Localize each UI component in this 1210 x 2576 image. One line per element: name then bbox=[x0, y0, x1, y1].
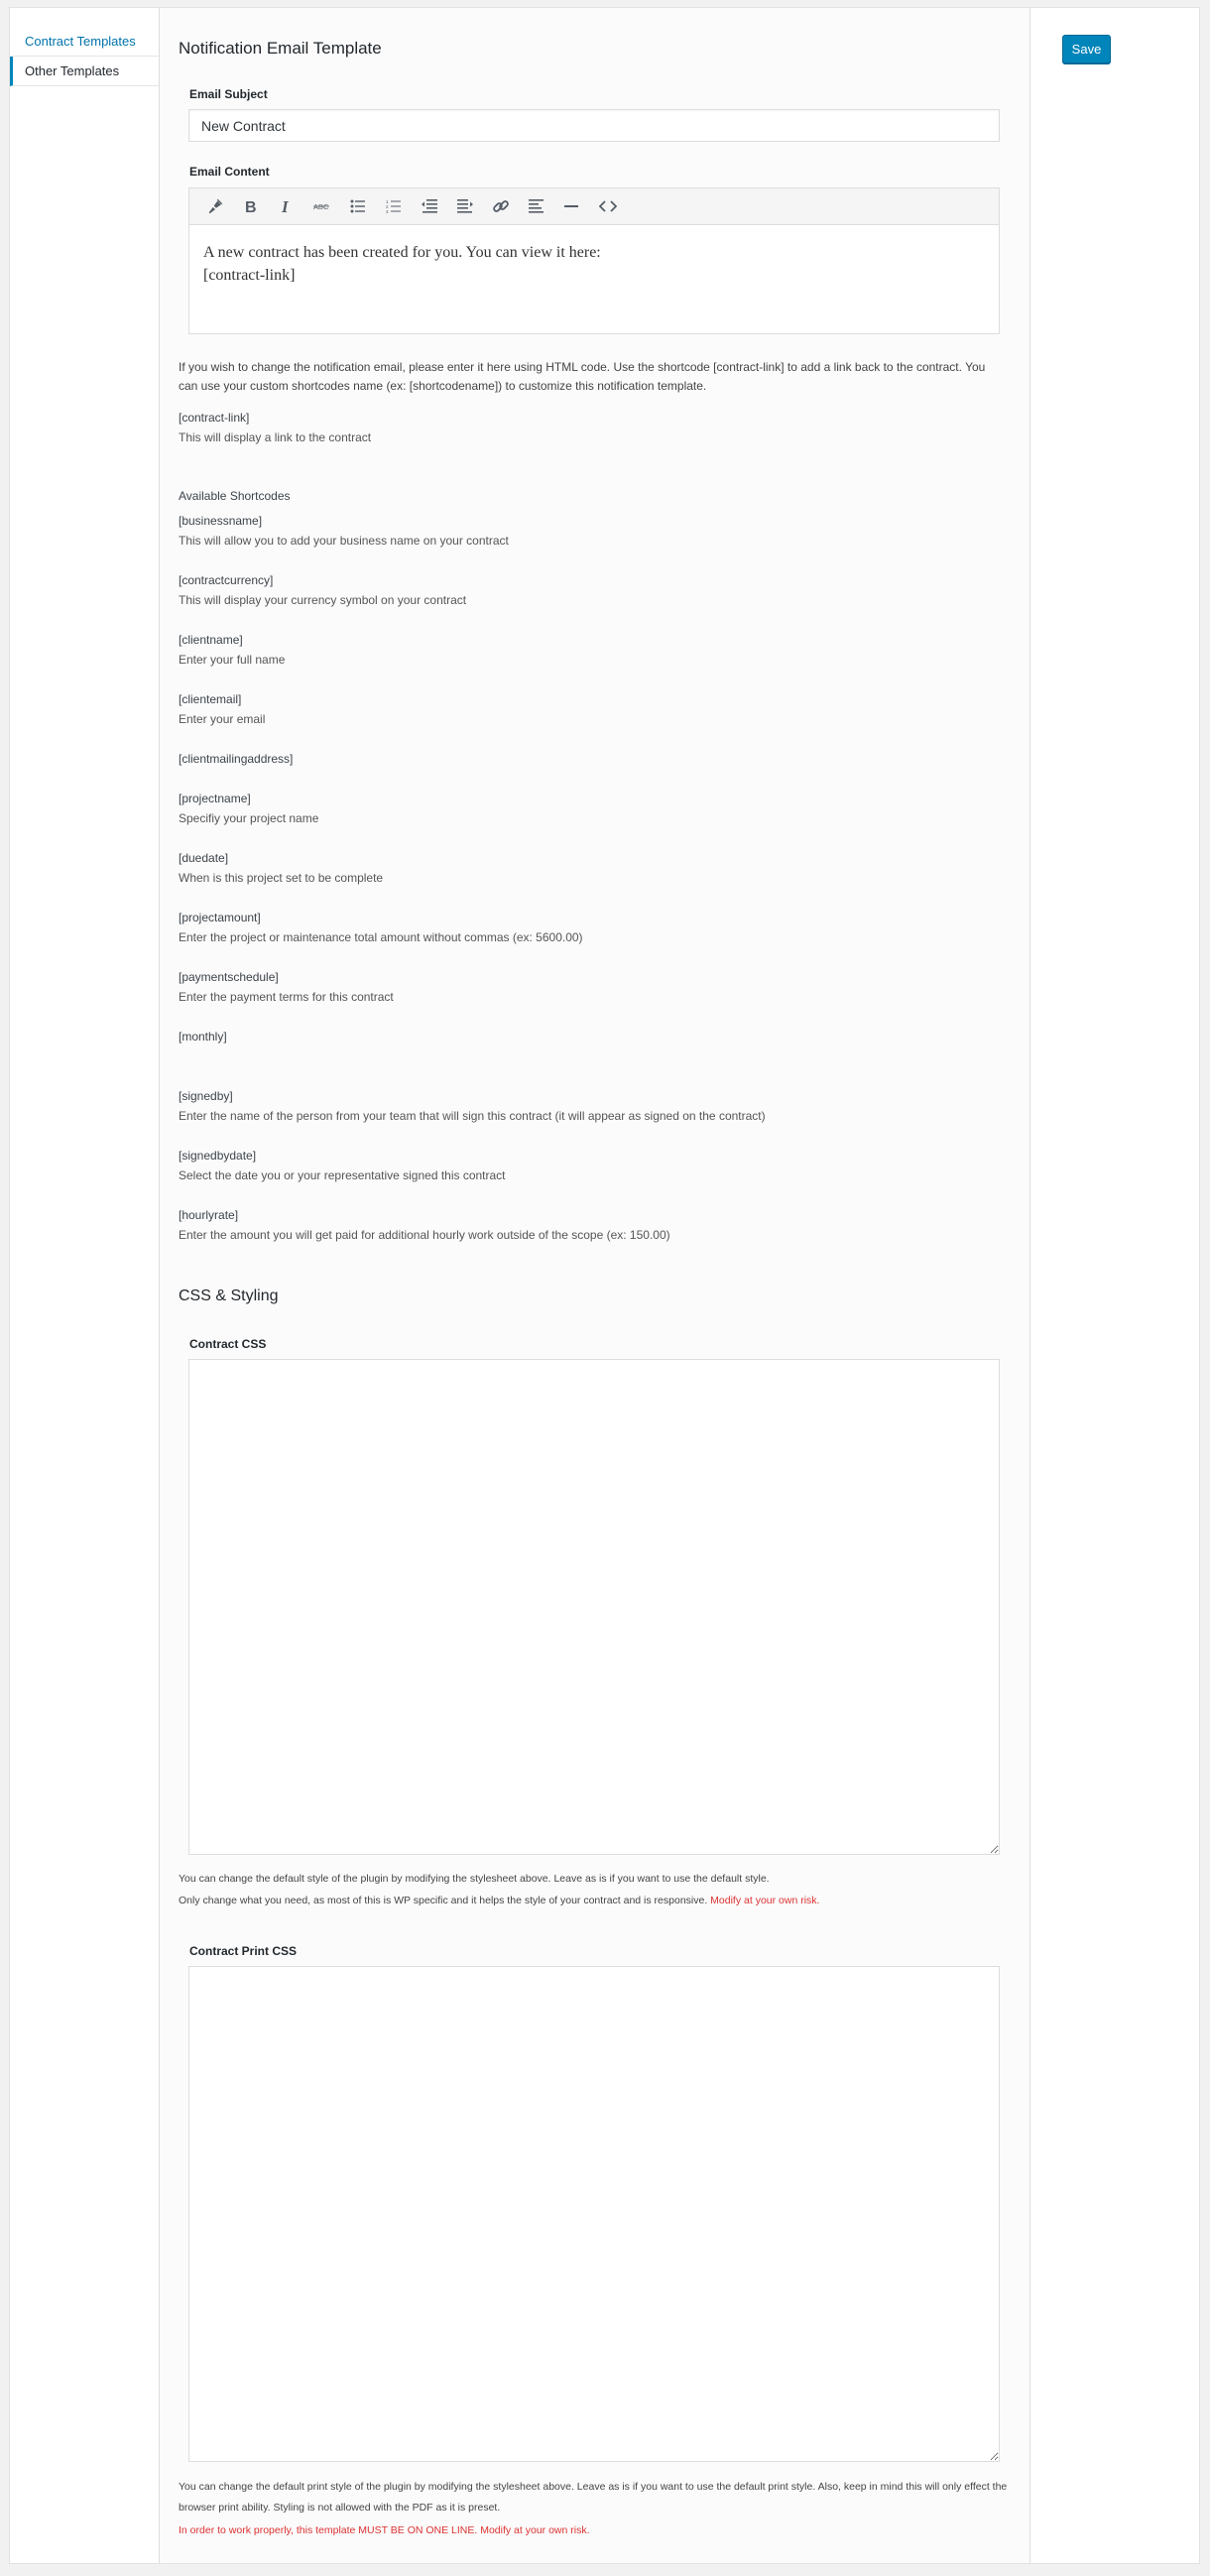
shortcode-item bbox=[179, 1027, 227, 1046]
shortcode-desc: When is this project set to be complete bbox=[179, 871, 384, 885]
email-content-body[interactable] bbox=[189, 225, 999, 303]
bold-icon[interactable] bbox=[233, 192, 269, 220]
available-shortcodes-title: Available Shortcodes bbox=[179, 489, 291, 503]
shortcode-code: [hourlyrate] bbox=[179, 1208, 239, 1222]
strikethrough-icon[interactable] bbox=[304, 192, 340, 220]
horizontal-rule-icon[interactable] bbox=[554, 192, 590, 220]
shortcode-code: [clientemail] bbox=[179, 692, 242, 706]
shortcode-code: [clientname] bbox=[179, 633, 243, 647]
shortcode-item bbox=[179, 1205, 670, 1245]
indent-icon[interactable] bbox=[447, 192, 483, 220]
save-button[interactable]: Save bbox=[1062, 35, 1111, 63]
shortcode-code: [projectname] bbox=[179, 792, 251, 805]
shortcode-item bbox=[179, 1086, 766, 1126]
shortcode-code: [monthly] bbox=[179, 1030, 227, 1043]
italic-icon[interactable] bbox=[269, 192, 304, 220]
svg-text:ABC: ABC bbox=[313, 202, 329, 211]
bulleted-list-icon[interactable] bbox=[340, 192, 376, 220]
align-left-icon[interactable] bbox=[519, 192, 554, 220]
sidebar-item-other-templates[interactable]: Other Templates bbox=[10, 57, 159, 86]
shortcode-desc: Enter your full name bbox=[179, 653, 286, 667]
shortcode-desc: Enter your email bbox=[179, 712, 266, 726]
sidebar-item-contract-templates[interactable]: Contract Templates bbox=[10, 27, 159, 57]
contract-css-label: Contract CSS bbox=[189, 1337, 267, 1351]
contract-css-note-2 bbox=[179, 1891, 1012, 1911]
contract-print-css-textarea[interactable] bbox=[188, 1966, 1000, 2462]
shortcode-code: [duedate] bbox=[179, 851, 229, 865]
email-content-editor bbox=[188, 187, 1000, 334]
shortcode-desc: Select the date you or your representative signed this contract bbox=[179, 1168, 506, 1182]
numbered-list-icon[interactable] bbox=[376, 192, 412, 220]
page-title: Notification Email Template bbox=[179, 39, 382, 58]
css-styling-title: CSS & Styling bbox=[179, 1288, 279, 1304]
email-content-line-2: [contract-link] bbox=[203, 267, 296, 284]
editor-toolbar bbox=[189, 188, 999, 225]
shortcode-code: [clientmailingaddress] bbox=[179, 752, 294, 766]
settings-container bbox=[9, 7, 1200, 2564]
print-css-note: You can change the default print style of the plugin by modifying the stylesheet above. Leave as is if you want to use the default print style. Also, keep in mind this will only effect the browser print ability. Styling is not allowed with the PDF as it is preset. bbox=[179, 2481, 1008, 2514]
shortcode-item bbox=[179, 848, 383, 888]
email-content-line-1: A new contract has been created for you. You can view it here: bbox=[203, 244, 601, 261]
outdent-icon[interactable] bbox=[412, 192, 447, 220]
shortcode-desc: Enter the payment terms for this contract bbox=[179, 990, 394, 1004]
print-css-warning: In order to work properly, this template MUST BE ON ONE LINE. Modify at your own risk. bbox=[179, 2524, 590, 2536]
contract-css-note: You can change the default style of the plugin by modifying the stylesheet above. Leave as is if you want to use the default style. bbox=[179, 1873, 770, 1885]
contract-link-shortcode bbox=[179, 408, 371, 447]
main-content bbox=[160, 8, 1030, 2563]
shortcode-desc: This will display a link to the contract bbox=[179, 430, 372, 444]
shortcode-item bbox=[179, 1146, 506, 1185]
contract-css-textarea[interactable] bbox=[188, 1359, 1000, 1855]
shortcode-code: [businessname] bbox=[179, 514, 263, 528]
shortcode-desc: Enter the project or maintenance total amount without commas (ex: 5600.00) bbox=[179, 930, 583, 944]
shortcode-desc: This will allow you to add your business name on your contract bbox=[179, 534, 509, 548]
shortcode-code: [projectamount] bbox=[179, 911, 261, 924]
svg-text:B: B bbox=[245, 199, 257, 214]
shortcode-item bbox=[179, 749, 293, 769]
shortcode-code: [signedby] bbox=[179, 1089, 233, 1103]
shortcode-desc: Specifiy your project name bbox=[179, 811, 319, 825]
template-sidebar bbox=[10, 8, 160, 2563]
shortcode-item bbox=[179, 689, 265, 729]
shortcode-desc: Enter the name of the person from your team that will sign this contract (it will appear as signed on the contract) bbox=[179, 1109, 766, 1123]
paintbrush-icon[interactable] bbox=[197, 192, 233, 220]
shortcode-code: [contract-link] bbox=[179, 411, 250, 425]
shortcode-item bbox=[179, 908, 583, 947]
contract-print-css-label: Contract Print CSS bbox=[189, 1944, 298, 1958]
svg-text:3: 3 bbox=[386, 209, 389, 213]
svg-text:2: 2 bbox=[386, 204, 389, 209]
email-help-text: If you wish to change the notification email, please enter it here using HTML code. Use the shortcode [contract-link] to add a link back to the contract. You can use your custom shortcodes name (ex: [shortcodename]) to customize this notification template. bbox=[179, 360, 986, 393]
contract-css-note-text: Only change what you need, as most of this is WP specific and it helps the style of your contract and is responsive. bbox=[179, 1895, 708, 1906]
shortcode-code: [contractcurrency] bbox=[179, 573, 274, 587]
shortcode-desc: Enter the amount you will get paid for additional hourly work outside of the scope (ex: 150.00) bbox=[179, 1228, 670, 1242]
svg-text:I: I bbox=[282, 198, 289, 214]
email-content-label: Email Content bbox=[189, 165, 270, 179]
code-icon[interactable] bbox=[590, 192, 626, 220]
svg-text:1: 1 bbox=[386, 199, 389, 204]
actions-panel bbox=[1030, 8, 1199, 2563]
link-icon[interactable] bbox=[483, 192, 519, 220]
shortcode-item bbox=[179, 789, 318, 828]
shortcode-desc: This will display your currency symbol on your contract bbox=[179, 593, 467, 607]
shortcode-item bbox=[179, 570, 466, 610]
email-subject-input[interactable] bbox=[188, 109, 1000, 142]
shortcode-code: [paymentschedule] bbox=[179, 970, 279, 984]
shortcode-code: [signedbydate] bbox=[179, 1149, 257, 1163]
shortcode-item bbox=[179, 630, 285, 670]
shortcode-item bbox=[179, 967, 394, 1007]
contract-css-warning: Modify at your own risk. bbox=[710, 1895, 820, 1906]
shortcode-item bbox=[179, 511, 509, 551]
sidebar-list bbox=[10, 27, 159, 86]
email-subject-label: Email Subject bbox=[189, 87, 268, 101]
